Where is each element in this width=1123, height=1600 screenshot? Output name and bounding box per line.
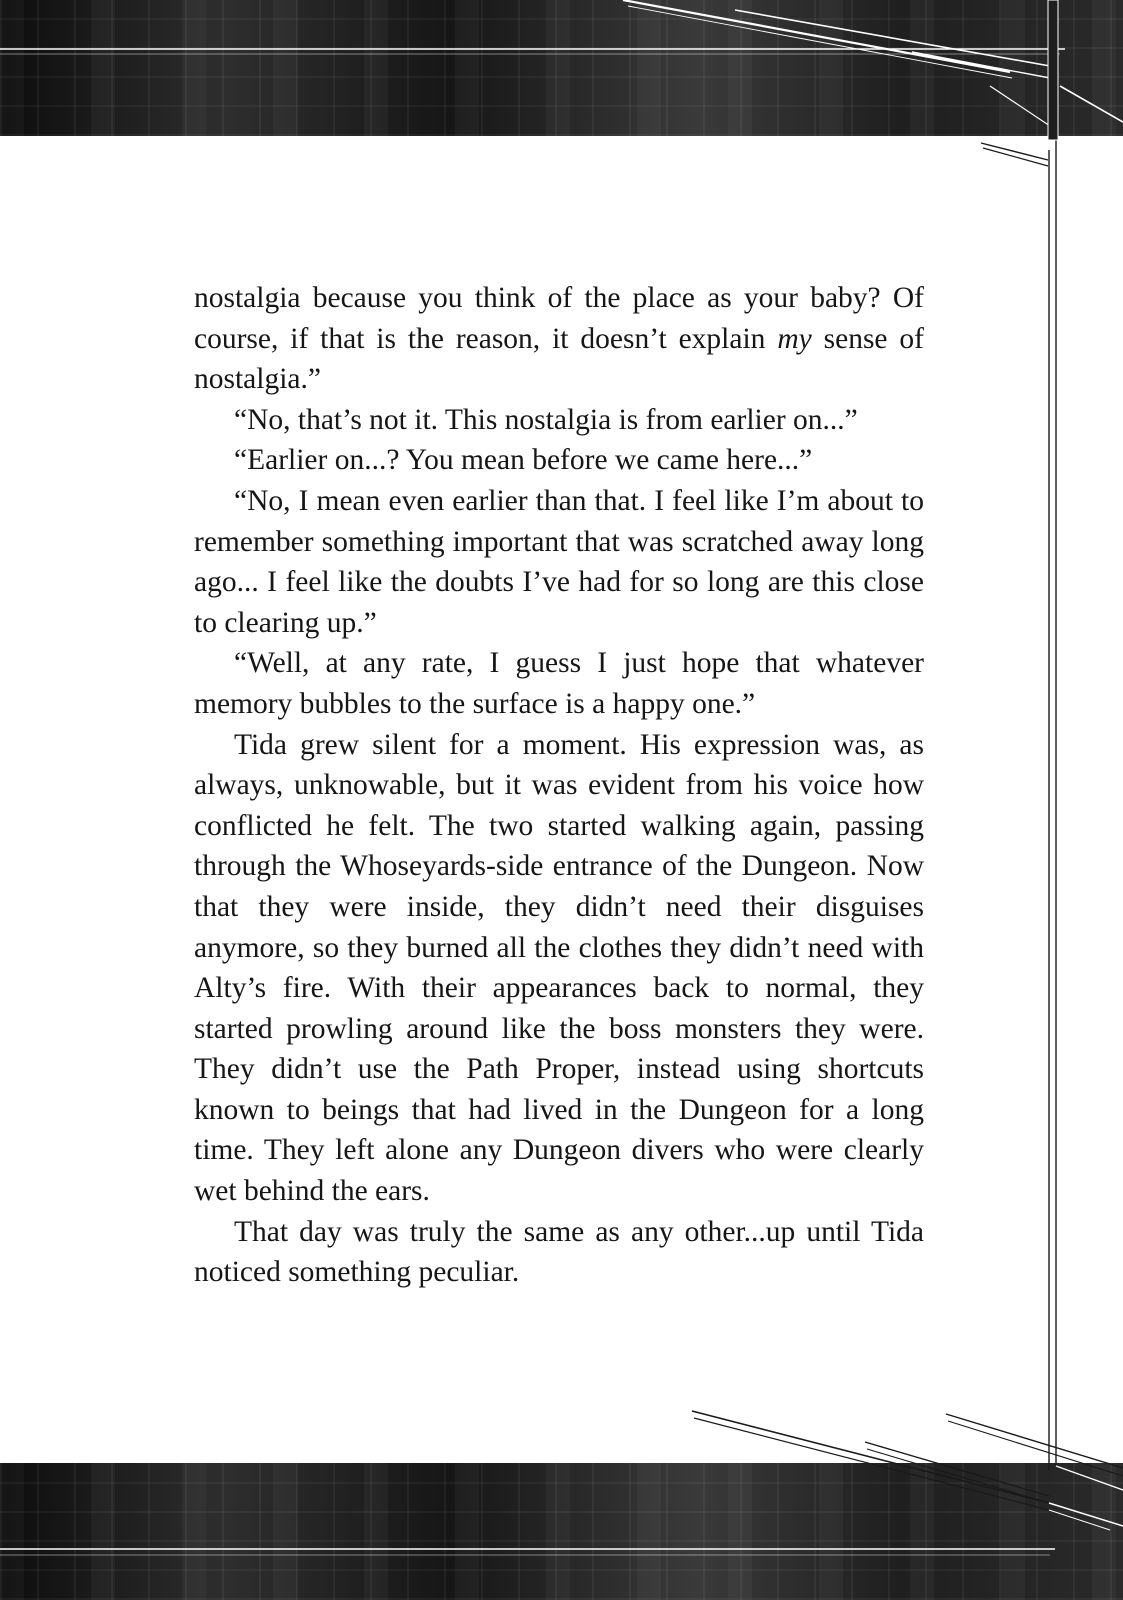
paragraph: “Earlier on...? You mean before we came here...” (234, 444, 813, 477)
top-decorative-band (0, 0, 1123, 136)
right-frame-lines (1049, 140, 1056, 1470)
paragraph: “No, I mean even earlier than that. I feel like I’m about to remember something important that was scratched away long ago... I feel like the doubts I’ve had for so long are this close to clearing up.” (194, 484, 924, 639)
paragraph: “No, that’s not it. This nostalgia is from earlier on...” (234, 403, 858, 436)
paragraph-text: sense of nostalgia.” (194, 322, 924, 396)
body-text (194, 278, 924, 1293)
paragraph: Tida grew silent for a moment. His expression was, as always, unknowable, but it was evident from his voice how conflicted he felt. The two started walking again, passing through the Whoseyards-side entrance of the Dungeon. Now that they were inside, they didn’t need their disguises anymore, so they burned all the clothes they didn’t need with Alty’s fire. With their appearances back to normal, they started prowling around like the boss monsters they were. They didn’t use the Path Proper, instead using shortcuts known to beings that had lived in the Dungeon for a long time. They left alone any Dungeon divers who were clearly wet behind the ears. (194, 728, 924, 1208)
paragraph (194, 278, 924, 400)
emphasized-word: my (777, 322, 812, 355)
paragraph: That day was truly the same as any other...up until Tida noticed something peculiar. (194, 1215, 924, 1289)
paragraph: “Well, at any rate, I guess I just hope that whatever memory bubbles to the surface is a happy one.” (194, 647, 924, 720)
bottom-decorative-band (0, 1463, 1123, 1600)
paragraph-text: nostalgia because you think of the place as your baby? Of course, if that is the reason, it doesn’t explain (194, 282, 924, 355)
